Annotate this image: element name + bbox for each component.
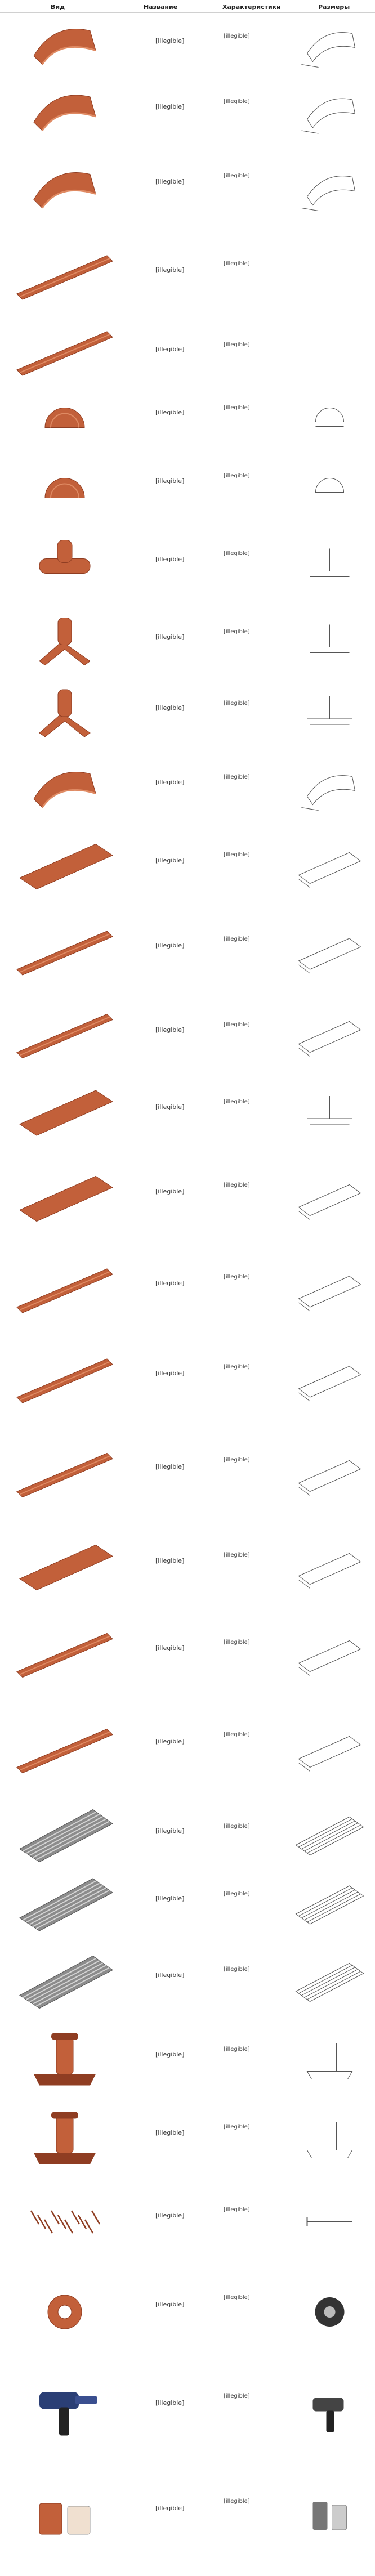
table-row <box>0 1152 375 1245</box>
table-row <box>0 907 375 998</box>
product-specifications: [illegible] <box>224 551 250 557</box>
product-name: [illegible] <box>155 1280 185 1287</box>
product-name: [illegible] <box>155 2505 185 2512</box>
product-image <box>0 384 130 449</box>
product-name: [illegible] <box>155 1644 185 1652</box>
table-row <box>0 1425 375 1524</box>
product-name: [illegible] <box>155 409 185 416</box>
dimension-drawing <box>284 1245 375 1335</box>
dimension-drawing <box>284 1611 375 1698</box>
product-specifications: [illegible] <box>224 2046 250 2052</box>
product-image <box>0 322 130 384</box>
dimension-drawing <box>284 145 375 232</box>
product-image <box>0 1940 130 2022</box>
product-image <box>0 1611 130 1698</box>
dimension-drawing <box>284 2180 375 2264</box>
product-name: [illegible] <box>155 266 185 274</box>
product-specifications: [illegible] <box>224 1274 250 1280</box>
product-name: [illegible] <box>155 2301 185 2308</box>
table-row <box>0 1940 375 2022</box>
product-name: [illegible] <box>155 103 185 110</box>
product-specifications: [illegible] <box>224 2498 250 2505</box>
dimension-drawing <box>284 1524 375 1611</box>
product-name: [illegible] <box>155 779 185 786</box>
dimension-drawing <box>284 2098 375 2180</box>
product-image <box>0 1803 130 1867</box>
product-specifications: [illegible] <box>224 2207 250 2213</box>
product-specifications: [illegible] <box>224 1022 250 1028</box>
product-name: [illegible] <box>155 346 185 353</box>
product-name: [illegible] <box>155 2129 185 2136</box>
dimension-drawing <box>284 826 375 907</box>
product-image <box>0 750 130 826</box>
dimension-drawing <box>284 750 375 826</box>
product-name: [illegible] <box>155 1103 185 1111</box>
table-row <box>0 2360 375 2464</box>
table-row <box>0 1335 375 1425</box>
table-row <box>0 2180 375 2264</box>
column-header-name: Название <box>144 3 178 11</box>
product-image <box>0 907 130 998</box>
table-row <box>0 145 375 232</box>
product-image <box>0 2022 130 2098</box>
product-image <box>0 232 130 322</box>
table-header <box>0 0 375 13</box>
product-name: [illegible] <box>155 178 185 185</box>
dimension-drawing <box>284 2022 375 2098</box>
product-specifications: [illegible] <box>224 405 250 411</box>
product-name: [illegible] <box>155 1463 185 1470</box>
table-row <box>0 232 375 322</box>
product-name: [illegible] <box>155 556 185 563</box>
dimension-drawing <box>284 907 375 998</box>
product-name: [illegible] <box>155 477 185 485</box>
product-image <box>0 1698 130 1803</box>
product-name: [illegible] <box>155 633 185 641</box>
dimension-drawing <box>284 1074 375 1152</box>
product-image <box>0 2264 130 2360</box>
product-specifications: [illegible] <box>224 1639 250 1645</box>
product-name: [illegible] <box>155 1895 185 1902</box>
product-name: [illegible] <box>155 1557 185 1564</box>
product-image <box>0 145 130 232</box>
table-row <box>0 677 375 750</box>
product-image <box>0 2360 130 2464</box>
product-specifications: [illegible] <box>224 936 250 942</box>
product-image <box>0 677 130 750</box>
product-specifications: [illegible] <box>224 342 250 348</box>
table-row <box>0 449 375 525</box>
dimension-drawing <box>284 2464 375 2571</box>
product-image <box>0 1524 130 1611</box>
table-row <box>0 322 375 384</box>
product-specifications: [illegible] <box>224 33 250 39</box>
dimension-drawing <box>284 77 375 145</box>
table-row <box>0 2264 375 2360</box>
dimension-drawing <box>284 2264 375 2360</box>
product-specifications: [illegible] <box>224 1182 250 1188</box>
column-header-specifications: Характеристики <box>222 3 281 11</box>
dimension-drawing <box>284 1940 375 2022</box>
product-name: [illegible] <box>155 1026 185 1034</box>
product-name: [illegible] <box>155 942 185 949</box>
product-specifications: [illegible] <box>224 1364 250 1370</box>
dimension-drawing <box>284 2360 375 2464</box>
table-row <box>0 1867 375 1940</box>
product-specifications: [illegible] <box>224 99 250 105</box>
dimension-drawing <box>284 525 375 606</box>
product-image <box>0 826 130 907</box>
product-specifications: [illegible] <box>224 1732 250 1738</box>
dimension-drawing <box>284 1867 375 1940</box>
dimension-drawing <box>284 677 375 750</box>
product-image <box>0 1245 130 1335</box>
product-image <box>0 1335 130 1425</box>
dimension-drawing <box>284 1152 375 1245</box>
product-specifications: [illegible] <box>224 1457 250 1463</box>
table-row <box>0 1524 375 1611</box>
product-image <box>0 998 130 1074</box>
table-row <box>0 998 375 1074</box>
table-row <box>0 2464 375 2571</box>
dimension-drawing <box>284 12 375 77</box>
table-row <box>0 750 375 826</box>
product-image <box>0 525 130 606</box>
table-row <box>0 525 375 606</box>
table-row <box>0 384 375 449</box>
product-specifications: [illegible] <box>224 2124 250 2130</box>
table-row <box>0 826 375 907</box>
product-specifications: [illegible] <box>224 700 250 706</box>
column-header-view: Вид <box>51 3 65 11</box>
dimension-drawing <box>284 606 375 677</box>
product-image <box>0 2180 130 2264</box>
table-row <box>0 606 375 677</box>
product-image <box>0 1867 130 1940</box>
product-name: [illegible] <box>155 1370 185 1377</box>
product-image <box>0 2464 130 2571</box>
product-name: [illegible] <box>155 704 185 712</box>
dimension-drawing <box>284 449 375 525</box>
product-specifications: [illegible] <box>224 473 250 479</box>
product-image <box>0 449 130 525</box>
product-name: [illegible] <box>155 2399 185 2407</box>
product-specifications: [illegible] <box>224 774 250 780</box>
table-row <box>0 77 375 145</box>
dimension-drawing <box>284 1425 375 1524</box>
product-specifications: [illegible] <box>224 261 250 267</box>
product-image <box>0 1425 130 1524</box>
product-specifications: [illegible] <box>224 2295 250 2301</box>
dimension-drawing <box>284 1803 375 1867</box>
table-row <box>0 1803 375 1867</box>
product-name: [illegible] <box>155 37 185 44</box>
product-image <box>0 1152 130 1245</box>
product-specifications: [illegible] <box>224 1552 250 1558</box>
product-specifications: [illegible] <box>224 852 250 858</box>
product-image <box>0 1074 130 1152</box>
product-name: [illegible] <box>155 2212 185 2219</box>
table-row <box>0 1698 375 1803</box>
dimension-drawing <box>284 1335 375 1425</box>
product-name: [illegible] <box>155 1827 185 1835</box>
table-row <box>0 12 375 77</box>
product-specifications: [illegible] <box>224 1891 250 1897</box>
table-row <box>0 1611 375 1698</box>
product-specifications: [illegible] <box>224 629 250 635</box>
table-row <box>0 1074 375 1152</box>
product-specifications: [illegible] <box>224 1823 250 1830</box>
product-image <box>0 2098 130 2180</box>
product-name: [illegible] <box>155 857 185 864</box>
product-specifications: [illegible] <box>224 2393 250 2399</box>
table-row <box>0 2022 375 2098</box>
dimension-drawing <box>284 1698 375 1803</box>
product-specifications: [illegible] <box>224 1966 250 1973</box>
table-row <box>0 1245 375 1335</box>
dimension-drawing <box>284 384 375 449</box>
product-name: [illegible] <box>155 1188 185 1195</box>
product-name: [illegible] <box>155 1738 185 1745</box>
dimension-drawing <box>284 998 375 1074</box>
product-name: [illegible] <box>155 1971 185 1979</box>
product-image <box>0 77 130 145</box>
product-specifications: [illegible] <box>224 1099 250 1105</box>
column-header-dimensions: Размеры <box>318 3 350 11</box>
product-specifications: [illegible] <box>224 173 250 179</box>
product-name: [illegible] <box>155 2051 185 2058</box>
product-image <box>0 606 130 677</box>
product-image <box>0 12 130 77</box>
table-row <box>0 2098 375 2180</box>
